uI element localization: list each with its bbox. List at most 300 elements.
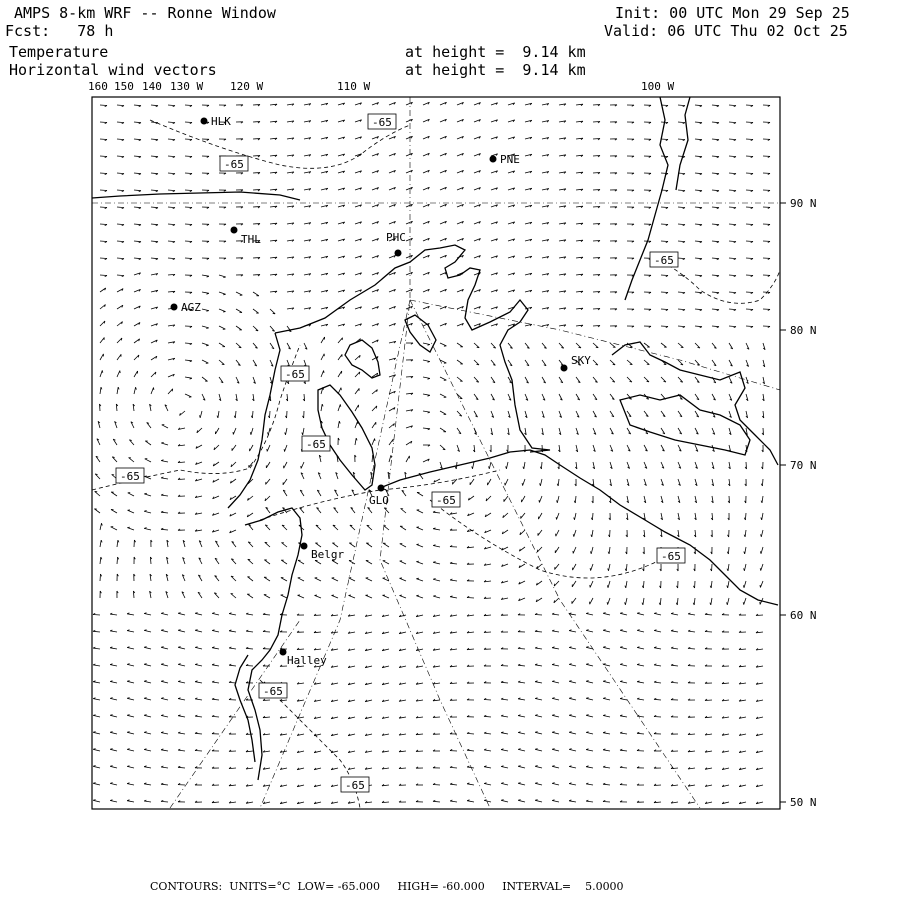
wind-vector-head [540, 483, 541, 485]
wind-vector [450, 563, 457, 564]
contour-label [116, 468, 144, 483]
wind-vector [712, 275, 719, 276]
wind-vector-head [178, 613, 180, 614]
wind-vector [229, 665, 236, 666]
wind-vector-head [200, 415, 201, 418]
wind-vector [506, 462, 508, 469]
wind-vector-head [110, 630, 112, 631]
wind-vector [117, 557, 118, 564]
wind-vector-head [93, 749, 95, 750]
wind-vector [637, 648, 644, 650]
wind-vector-head [144, 630, 146, 631]
meridian [380, 97, 490, 808]
wind-vector [603, 767, 610, 768]
coastline-island-group [620, 395, 750, 455]
svg-text:-65: -65 [654, 254, 674, 267]
wind-vector [433, 546, 440, 548]
wind-vector [518, 733, 525, 735]
wind-vector [117, 139, 124, 140]
wind-vector-head [93, 766, 95, 767]
wind-vector-head [671, 630, 673, 631]
wind-vector [535, 766, 542, 768]
svg-text:PHC: PHC [386, 231, 406, 244]
wind-vector [729, 241, 736, 242]
wind-vector-head [620, 630, 622, 631]
wind-vector-head [161, 766, 163, 767]
wind-vector-head [450, 596, 452, 597]
wind-vector [609, 547, 610, 554]
wind-vector [620, 716, 627, 717]
wind-vector [762, 513, 763, 520]
wind-vector [389, 455, 391, 462]
wind-vector [661, 139, 668, 140]
wind-vector [626, 581, 627, 588]
wind-vector-head [603, 732, 605, 733]
wind-vector [729, 156, 736, 157]
wind-vector [572, 581, 576, 587]
wind-vector-head [573, 534, 574, 536]
wind-vector [712, 292, 719, 293]
wind-vector [127, 801, 134, 802]
wind-vector-head [144, 749, 146, 750]
wind-vector [569, 715, 576, 717]
wind-vector-head [535, 647, 537, 648]
wind-vector [253, 292, 259, 296]
wind-vector [552, 766, 559, 768]
wind-vector-head [265, 542, 267, 543]
wind-vector [200, 411, 202, 418]
wind-vector [661, 224, 668, 225]
wind-vector [761, 547, 763, 554]
wind-vector [729, 275, 736, 276]
svg-text:-65: -65 [285, 368, 305, 381]
wind-vector [695, 309, 702, 310]
wind-vector [746, 190, 753, 191]
wind-vector [535, 800, 542, 802]
wind-vector [695, 258, 702, 259]
wind-vector [117, 275, 124, 276]
wind-vector [366, 543, 372, 547]
wind-vector [712, 309, 719, 310]
wind-vector [202, 377, 208, 381]
wind-vector-head [333, 525, 335, 526]
wind-vector [535, 749, 542, 751]
wind-vector-head [637, 613, 639, 614]
wind-vector [321, 404, 322, 411]
svg-text:-65: -65 [345, 779, 365, 792]
wind-vector-head [523, 467, 524, 469]
wind-vector [661, 377, 666, 382]
wind-vector [695, 190, 702, 191]
wind-vector [729, 139, 736, 140]
wind-vector [643, 598, 644, 605]
wind-vector [333, 525, 338, 530]
wind-vector [695, 224, 702, 225]
svg-text:Halley: Halley [287, 654, 327, 667]
wind-vector [94, 509, 100, 513]
wind-vector [93, 715, 100, 717]
wind-vector [678, 224, 685, 225]
wind-vector-head [637, 647, 639, 648]
wind-vector [202, 343, 209, 345]
svg-text:-65: -65 [661, 550, 681, 563]
wind-vector [603, 716, 610, 718]
wind-vector [644, 343, 650, 347]
wind-vector [586, 767, 593, 768]
wind-vector-head [603, 613, 605, 614]
wind-vector-head [743, 585, 744, 587]
wind-vector-head [501, 783, 503, 784]
wind-vector-head [552, 664, 554, 665]
wind-vector-head [743, 602, 744, 604]
wind-vector [263, 632, 270, 633]
wind-vector-head [207, 293, 209, 294]
wind-vector-head [127, 527, 129, 528]
wind-vector [450, 784, 457, 785]
wind-vector [185, 105, 192, 106]
coastline-island [405, 315, 436, 352]
wind-vector-head [250, 432, 251, 435]
wind-vector [315, 595, 322, 598]
wind-vector [168, 224, 175, 225]
wind-vector-head [161, 664, 163, 665]
contour-label [220, 156, 248, 171]
wind-vector [265, 525, 270, 530]
wind-vector [728, 581, 729, 588]
wind-vector [573, 547, 576, 553]
wind-vector [711, 581, 712, 588]
wind-vector [729, 207, 736, 208]
wind-vector [144, 715, 151, 717]
wind-vector [178, 630, 185, 632]
station-belgr [301, 543, 345, 562]
wind-vector [246, 614, 253, 615]
wind-vector [134, 387, 136, 394]
lat-label-60n: 60 N [790, 609, 817, 622]
contour-label [650, 252, 678, 267]
coastlines [92, 97, 778, 780]
wind-vector-head [472, 467, 473, 469]
wind-vector [195, 699, 202, 700]
wind-vector [678, 309, 685, 310]
wind-vector [264, 577, 270, 581]
wind-vector-head [285, 433, 286, 435]
wind-vector [654, 648, 661, 649]
wind-vector [285, 445, 288, 452]
wind-vector-head [484, 783, 486, 784]
wind-vector-head [467, 800, 469, 801]
wind-vector [117, 540, 118, 547]
wind-vector [355, 405, 359, 411]
wind-vector [332, 543, 338, 547]
temperature-height-label: at height = 9.14 km [405, 43, 586, 61]
wind-vector [586, 715, 593, 717]
wind-vector [202, 292, 209, 293]
wind-vector-head [620, 732, 622, 733]
wind-vector [100, 370, 102, 377]
wind-vector-head [642, 603, 643, 605]
wind-vector [178, 699, 185, 700]
wind-vector [212, 665, 219, 666]
wind-vector-head [391, 455, 392, 457]
wind-vector-head [223, 294, 225, 295]
wind-vector [729, 190, 736, 191]
wind-vector-head [654, 681, 656, 682]
wind-vector [161, 647, 168, 649]
wind-vector [627, 360, 632, 365]
wind-vector [212, 699, 219, 700]
wind-vector [248, 559, 253, 564]
wind-vector [110, 732, 117, 734]
wind-vector [349, 578, 355, 581]
wind-vector-head [590, 568, 591, 571]
wind-vector-head [428, 395, 430, 396]
wind-vector [151, 139, 158, 140]
wind-vector [467, 598, 474, 599]
wind-vector-head [207, 276, 209, 277]
wind-vector [117, 173, 124, 174]
wind-vector [569, 749, 576, 751]
wind-vector [144, 767, 151, 768]
wind-vector [195, 733, 202, 734]
wind-vector [457, 343, 463, 347]
wind-vector [127, 698, 134, 700]
wind-vector-head [161, 647, 163, 648]
contour-label [302, 436, 330, 451]
wind-vector [100, 105, 107, 106]
wind-vector [678, 190, 685, 191]
wind-vector [433, 596, 440, 598]
wind-vector-head [574, 518, 575, 520]
wind-vector [282, 525, 287, 530]
wind-vector [489, 462, 491, 469]
map-frame [92, 97, 780, 809]
wind-vector [620, 664, 627, 666]
forecast-hour: Fcst: 78 h [5, 22, 114, 40]
wind-vector-head [110, 766, 112, 767]
wind-vector-head [161, 613, 163, 614]
field-temperature-label: Temperature [9, 43, 109, 61]
wind-vector-head [161, 494, 163, 495]
wind-vector [678, 156, 685, 157]
wind-vector-head [101, 387, 102, 389]
wind-vector [416, 596, 423, 598]
wind-vector-head [350, 525, 352, 526]
wind-vector [231, 576, 236, 581]
wind-vector [400, 544, 406, 547]
wind-vector-head [144, 528, 146, 529]
wind-vector [440, 411, 446, 414]
wind-vector [134, 122, 141, 123]
wind-vector [117, 371, 120, 377]
wind-vector-head [744, 552, 745, 554]
wind-vector [303, 428, 304, 435]
wind-vector [729, 292, 736, 293]
wind-vector [569, 801, 576, 802]
wind-vector [695, 156, 702, 157]
wind-vector-head [212, 630, 214, 631]
wind-vector-head [535, 732, 537, 733]
wind-vector [423, 360, 430, 362]
wind-vector [144, 801, 151, 802]
wind-vector [488, 479, 492, 485]
wind-vector-head [569, 647, 571, 648]
wind-vector [484, 716, 491, 717]
wind-vector [590, 581, 593, 587]
wind-vector-head [603, 681, 605, 682]
wind-vector [268, 428, 270, 435]
wind-vector [267, 445, 270, 451]
wind-vector [195, 665, 202, 667]
wind-vector [161, 750, 168, 751]
wind-vector-head [239, 347, 242, 348]
wind-vector-head [161, 732, 163, 733]
wind-vector-head [93, 783, 95, 784]
wind-vector-head [727, 586, 728, 588]
wind-vector [433, 801, 440, 802]
wind-vector-head [178, 732, 180, 733]
wind-vector [620, 682, 627, 684]
wind-vector [746, 275, 753, 276]
wind-vector-head [586, 698, 588, 699]
wind-vector-head [518, 800, 520, 801]
wind-vector [574, 530, 576, 537]
wind-vector-head [484, 732, 486, 733]
wind-vector-head [518, 698, 520, 699]
wind-vector [569, 631, 576, 632]
wind-vector [518, 682, 525, 683]
wind-vector-head [586, 613, 588, 614]
wind-vector [161, 529, 168, 530]
contour-line [430, 500, 660, 578]
wind-vector [100, 275, 107, 276]
wind-vector-head [428, 345, 430, 346]
contour-label [657, 548, 685, 563]
wind-vector [518, 648, 525, 649]
wind-vector [711, 598, 712, 605]
wind-vector [144, 494, 151, 496]
wind-vector [127, 766, 134, 768]
wind-vector-head [744, 535, 745, 537]
lon-label-110w: 110 W [337, 80, 371, 93]
wind-vector [372, 455, 373, 462]
wind-vector [705, 614, 712, 615]
wind-vector [231, 462, 236, 467]
wind-vector [762, 496, 763, 503]
wind-vector-head [552, 698, 554, 699]
wind-vector [372, 422, 376, 428]
wind-vector-head [416, 595, 418, 596]
wind-vector [457, 394, 462, 399]
wind-vector [518, 699, 525, 700]
wind-vector [100, 321, 105, 326]
wind-vector [185, 377, 192, 378]
wind-vector [100, 139, 107, 140]
wind-vector-head [93, 681, 95, 682]
wind-vector [572, 598, 576, 604]
wind-vector-head [710, 603, 711, 605]
wind-vector-head [144, 511, 146, 512]
wind-vector-head [647, 364, 650, 365]
wind-vector [644, 360, 649, 365]
wind-vector-head [654, 630, 656, 631]
wind-vector-head [625, 586, 626, 588]
wind-vector-head [110, 783, 112, 784]
wind-vector [185, 122, 192, 123]
wind-vector [270, 411, 271, 418]
svg-text:-65: -65 [436, 494, 456, 507]
wind-vector [746, 156, 753, 157]
wind-vector-head [127, 715, 129, 716]
wind-vector-head [110, 732, 112, 733]
svg-text:THL: THL [241, 233, 261, 246]
station-agz [171, 301, 202, 314]
wind-vector-head [229, 613, 231, 614]
wind-vector-head [195, 664, 197, 665]
wind-vector-head [535, 783, 537, 784]
wind-vector [501, 767, 508, 769]
wind-vector [661, 207, 668, 208]
wind-vector [144, 630, 151, 632]
wind-vector [654, 613, 661, 615]
wind-vector [321, 354, 324, 360]
wind-vector [671, 682, 678, 683]
wind-vector [440, 343, 446, 346]
wind-vector-head [248, 559, 250, 560]
wind-vector [100, 574, 101, 581]
wind-vector [219, 326, 225, 329]
wind-vector [712, 173, 719, 174]
wind-vector [712, 190, 719, 191]
wind-vector [151, 372, 156, 377]
lat-label-50n: 50 N [790, 796, 817, 809]
wind-vector-head [603, 749, 605, 750]
wind-vector [178, 613, 185, 615]
wind-vector [557, 496, 559, 503]
wind-vector [185, 258, 192, 259]
wind-vector-head [569, 732, 571, 733]
wind-vector-head [217, 416, 218, 418]
wind-vector-head [552, 749, 554, 750]
wind-vector [110, 715, 117, 717]
wind-vector [484, 767, 491, 768]
svg-text:-65: -65 [263, 685, 283, 698]
contour-info-footer: CONTOURS: UNITS=°C LOW= -65.000 HIGH= -60.000 INTERVAL= 5.0000 [150, 880, 624, 893]
wind-vector-head [359, 372, 360, 374]
wind-vector [484, 784, 491, 786]
wind-vector-head [136, 387, 137, 389]
wind-vector [128, 510, 134, 513]
wind-vector [195, 647, 202, 649]
wind-vector [538, 530, 542, 536]
wind-vector-head [144, 493, 147, 494]
wind-vector-head [246, 613, 248, 614]
wind-vector [298, 578, 304, 581]
wind-vector [185, 207, 192, 208]
wind-vector [695, 292, 702, 293]
wind-vector [712, 326, 719, 327]
wind-vector-head [195, 630, 197, 631]
wind-vector [620, 699, 627, 700]
stations [171, 115, 592, 667]
coastline-west [92, 192, 300, 200]
wind-vector [185, 190, 192, 191]
wind-vector [746, 241, 753, 242]
wind-vector [298, 595, 304, 598]
wind-vector-head [428, 412, 430, 413]
temperature-contours [92, 120, 780, 808]
wind-vector [555, 547, 559, 553]
